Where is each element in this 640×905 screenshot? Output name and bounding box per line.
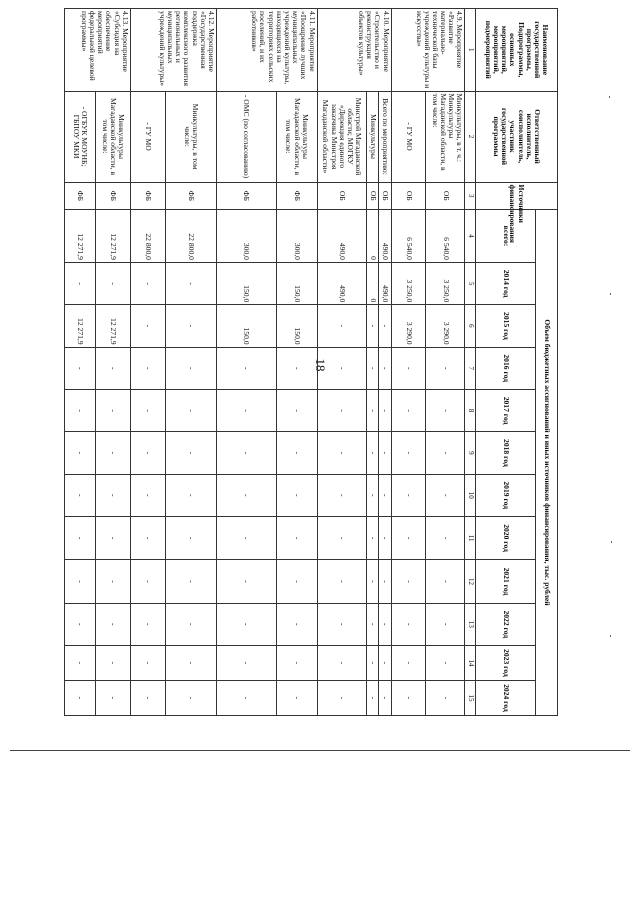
value-2023: - [366, 645, 378, 680]
value-2021: - [95, 560, 130, 603]
value-2023: - [165, 645, 216, 680]
value-2016: - [130, 347, 165, 389]
value-2017: - [65, 389, 96, 431]
total-value: 490,0 [317, 210, 366, 263]
value-2019: - [391, 474, 426, 516]
value-2014: - [95, 262, 130, 304]
value-2024: - [130, 680, 165, 715]
source: ОБ [379, 182, 391, 210]
column-number: 9 [465, 432, 476, 474]
value-2015: 3 290,0 [391, 305, 426, 347]
header-year: 2020 год [476, 516, 536, 559]
value-2017: - [379, 389, 391, 431]
value-2020: - [165, 516, 216, 559]
page-number: 18 [313, 358, 328, 372]
value-2023: - [65, 645, 96, 680]
value-2024: - [276, 680, 317, 715]
value-2017: - [276, 389, 317, 431]
executor: Минкультуры Магаданской области, в том числе: [276, 91, 317, 182]
value-2019: - [130, 474, 165, 516]
value-2024: - [379, 680, 391, 715]
executor: Минкультуры Магаданской области, в том числе: [95, 91, 130, 182]
value-2021: - [276, 560, 317, 603]
executor: Минкультуры, в том числе: [165, 91, 216, 182]
value-2018: - [426, 432, 465, 474]
value-2022: - [379, 603, 391, 645]
value-2021: - [317, 560, 366, 603]
value-2021: - [366, 560, 378, 603]
value-2015: - [165, 305, 216, 347]
column-number: 2 [465, 91, 476, 182]
value-2015: - [130, 305, 165, 347]
value-2016: - [65, 347, 96, 389]
value-2021: - [65, 560, 96, 603]
value-2024: - [366, 680, 378, 715]
rotated-table [64, 8, 558, 716]
header-year: 2024 год [476, 680, 536, 715]
source: ОБ [317, 182, 366, 210]
value-2023: - [276, 645, 317, 680]
value-2019: - [165, 474, 216, 516]
value-2019: - [379, 474, 391, 516]
value-2023: - [95, 645, 130, 680]
header-source: Источники финансирования [476, 182, 558, 210]
value-2020: - [130, 516, 165, 559]
table-row [317, 9, 366, 716]
total-value: 12 271,9 [65, 210, 96, 263]
value-2014: 3 250,0 [391, 262, 426, 304]
value-2017: - [217, 389, 277, 431]
value-2021: - [165, 560, 216, 603]
value-2014: 490,0 [317, 262, 366, 304]
table-row [217, 9, 277, 716]
measure-name: 4.12. Мероприятие «Государственная поддержка комплексного развития региональных и муниципальных учреждений культуры» [130, 9, 216, 92]
source: ФБ [165, 182, 216, 210]
value-2020: - [276, 516, 317, 559]
value-2014: - [165, 262, 216, 304]
source: ФБ [217, 182, 277, 210]
column-number: 11 [465, 516, 476, 559]
value-2021: - [379, 560, 391, 603]
scan-speck [610, 635, 611, 637]
value-2021: - [426, 560, 465, 603]
table-row [379, 9, 391, 716]
value-2017: - [165, 389, 216, 431]
value-2020: - [366, 516, 378, 559]
measure-name: 4.13. Мероприятие «Субсидия на обеспечение мероприятий федеральной целевой программы» [65, 9, 131, 92]
value-2018: - [317, 432, 366, 474]
column-number: 10 [465, 474, 476, 516]
header-year: 2019 год [476, 474, 536, 516]
value-2023: - [130, 645, 165, 680]
column-number: 6 [465, 305, 476, 347]
value-2022: - [217, 603, 277, 645]
total-value: 0 [366, 210, 378, 263]
column-number: 13 [465, 603, 476, 645]
value-2022: - [95, 603, 130, 645]
value-2023: - [317, 645, 366, 680]
header-year: 2021 год [476, 560, 536, 603]
executor: - ОГБУК МОУНБ; ГБПОУ МКИ [65, 91, 96, 182]
value-2023: - [379, 645, 391, 680]
value-2015: - [317, 305, 366, 347]
table-row [366, 9, 378, 716]
column-number: 15 [465, 680, 476, 715]
value-2015: - [366, 305, 378, 347]
column-number: 3 [465, 182, 476, 210]
table-row [130, 9, 165, 716]
value-2018: - [65, 432, 96, 474]
total-value: 12 271,9 [95, 210, 130, 263]
value-2016: - [379, 347, 391, 389]
header-year: 2018 год [476, 432, 536, 474]
value-2016: - [317, 347, 366, 389]
value-2016: - [217, 347, 277, 389]
table-row [95, 9, 130, 716]
value-2018: - [276, 432, 317, 474]
value-2023: - [391, 645, 426, 680]
measure-name: 4.9. Мероприятие «Развитие материально-технической базы учреждений культуры и искусства» [391, 9, 465, 92]
column-number: 4 [465, 210, 476, 263]
measure-name: 4.10. Мероприятие «Строительство и реконструкция объектов культуры» [317, 9, 391, 92]
source: ФБ [95, 182, 130, 210]
source: ОБ [366, 182, 378, 210]
value-2016: - [426, 347, 465, 389]
table-row [165, 9, 216, 716]
source: ФБ [65, 182, 96, 210]
value-2019: - [65, 474, 96, 516]
value-2022: - [65, 603, 96, 645]
value-2024: - [217, 680, 277, 715]
scan-speck [609, 96, 610, 98]
value-2020: - [65, 516, 96, 559]
executor: Минстрой Магаданской области; МОГКУ «Дирекция единого заказчика Минстроя Магаданской области» [317, 91, 366, 182]
value-2024: - [165, 680, 216, 715]
value-2019: - [366, 474, 378, 516]
value-2020: - [95, 516, 130, 559]
column-number: 14 [465, 645, 476, 680]
value-2024: - [317, 680, 366, 715]
value-2022: - [366, 603, 378, 645]
value-2014: 0 [366, 262, 378, 304]
total-value: 300,0 [217, 210, 277, 263]
source: ОБ [391, 182, 426, 210]
header-year: 2017 год [476, 389, 536, 431]
total-value: 22 800,0 [165, 210, 216, 263]
value-2017: - [95, 389, 130, 431]
value-2017: - [130, 389, 165, 431]
executor: - ГУ МО [130, 91, 165, 182]
budget-table-sheet [64, 8, 558, 716]
value-2018: - [217, 432, 277, 474]
value-2022: - [426, 603, 465, 645]
value-2018: - [95, 432, 130, 474]
value-2020: - [317, 516, 366, 559]
value-2024: - [426, 680, 465, 715]
value-2017: - [391, 389, 426, 431]
header-total: всего: [476, 210, 536, 263]
value-2016: - [276, 347, 317, 389]
value-2014: 490,0 [379, 262, 391, 304]
financing-table [64, 8, 558, 716]
column-number: 7 [465, 347, 476, 389]
value-2022: - [130, 603, 165, 645]
value-2024: - [95, 680, 130, 715]
value-2018: - [379, 432, 391, 474]
header-executor: Ответственный исполнитель, соисполнитель, участник государственной программы [476, 91, 558, 182]
value-2020: - [379, 516, 391, 559]
value-2016: - [165, 347, 216, 389]
table-row [276, 9, 317, 716]
value-2019: - [276, 474, 317, 516]
value-2022: - [276, 603, 317, 645]
scan-speck [611, 541, 612, 543]
header-year: 2015 год [476, 305, 536, 347]
column-number: 5 [465, 262, 476, 304]
value-2020: - [391, 516, 426, 559]
column-number: 1 [465, 9, 476, 92]
value-2014: - [130, 262, 165, 304]
value-2019: - [217, 474, 277, 516]
value-2015: 150,0 [276, 305, 317, 347]
header-year: 2023 год [476, 645, 536, 680]
executor: Всего по мероприятию: [379, 91, 391, 182]
source: ФБ [276, 182, 317, 210]
value-2018: - [165, 432, 216, 474]
table-row [65, 9, 96, 716]
value-2023: - [217, 645, 277, 680]
measure-name: 4.11. Мероприятие «Поощрение лучших муниципальных учреждений культуры, находящихся на территориях сельских поселений, и их работников» [217, 9, 318, 92]
total-value: 6 540,0 [426, 210, 465, 263]
value-2018: - [391, 432, 426, 474]
value-2014: 150,0 [217, 262, 277, 304]
value-2021: - [130, 560, 165, 603]
value-2022: - [165, 603, 216, 645]
value-2016: - [95, 347, 130, 389]
value-2015: 150,0 [217, 305, 277, 347]
value-2017: - [366, 389, 378, 431]
value-2015: 3 290,0 [426, 305, 465, 347]
scan-speck [610, 293, 611, 295]
value-2019: - [95, 474, 130, 516]
value-2024: - [391, 680, 426, 715]
value-2021: - [217, 560, 277, 603]
header-year: 2014 год [476, 262, 536, 304]
value-2017: - [426, 389, 465, 431]
value-2022: - [391, 603, 426, 645]
value-2014: 150,0 [276, 262, 317, 304]
value-2014: 3 250,0 [426, 262, 465, 304]
value-2018: - [130, 432, 165, 474]
column-number: 8 [465, 389, 476, 431]
value-2015: 12 271,9 [65, 305, 96, 347]
total-value: 6 540,0 [391, 210, 426, 263]
value-2021: - [391, 560, 426, 603]
total-value: 300,0 [276, 210, 317, 263]
table-row [426, 9, 465, 716]
value-2015: - [379, 305, 391, 347]
value-2020: - [217, 516, 277, 559]
executor: Минкультуры [366, 91, 378, 182]
value-2019: - [426, 474, 465, 516]
value-2014: - [65, 262, 96, 304]
header-year: 2016 год [476, 347, 536, 389]
value-2018: - [366, 432, 378, 474]
header-year: 2022 год [476, 603, 536, 645]
total-value: 490,0 [379, 210, 391, 263]
header-program-name: Наименование государственной программы, Подпрограммы, основных мероприятий, мероприятий, подмероприятий [476, 9, 558, 92]
column-number: 12 [465, 560, 476, 603]
header-financing-group: Объем бюджетных ассигнований и иных источников финансирования, тыс. рублей [536, 210, 558, 716]
value-2020: - [426, 516, 465, 559]
source: ОБ [426, 182, 465, 210]
value-2022: - [317, 603, 366, 645]
value-2023: - [426, 645, 465, 680]
total-value: 22 800,0 [130, 210, 165, 263]
separator-line [10, 750, 630, 751]
value-2024: - [65, 680, 96, 715]
executor: - ГУ МО [391, 91, 426, 182]
value-2017: - [317, 389, 366, 431]
value-2016: - [391, 347, 426, 389]
value-2019: - [317, 474, 366, 516]
executor: - ОМС (по согласованию) [217, 91, 277, 182]
source: ФБ [130, 182, 165, 210]
value-2016: - [366, 347, 378, 389]
executor: Минкультуры, в т. ч.: Минкультуры Магаданской области, в том числе: [426, 91, 465, 182]
value-2015: 12 271,9 [95, 305, 130, 347]
table-row [391, 9, 426, 716]
